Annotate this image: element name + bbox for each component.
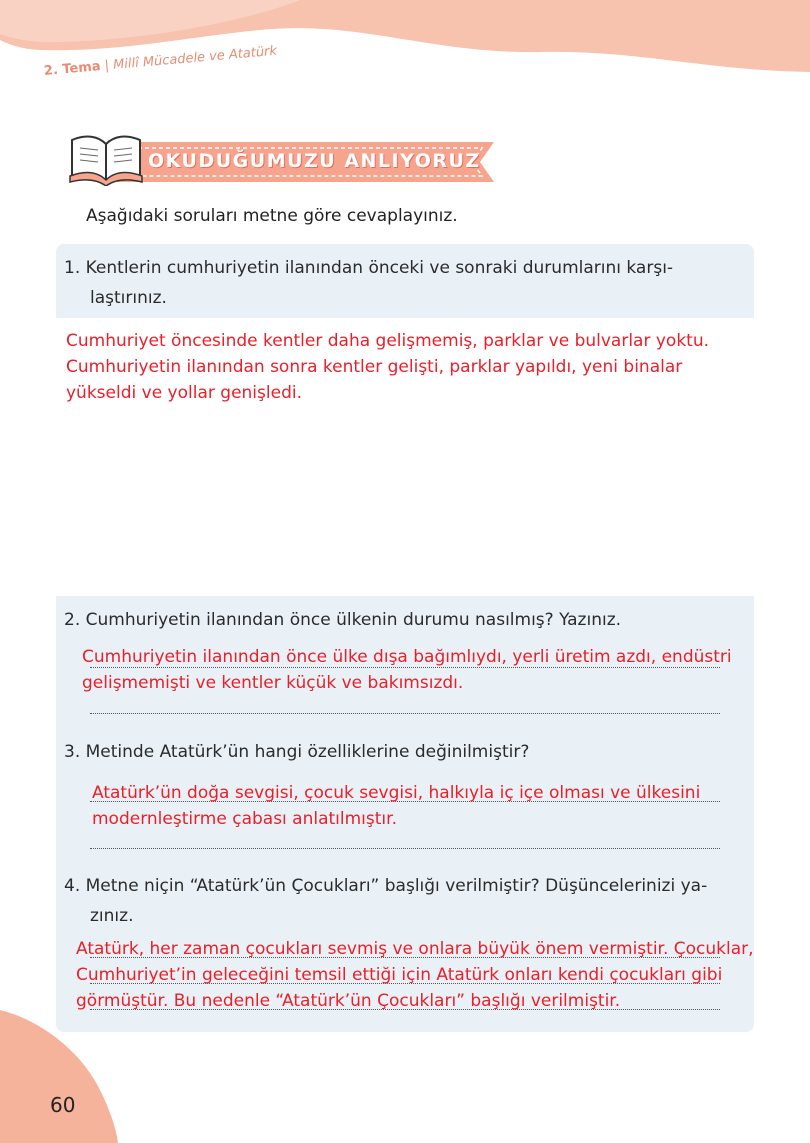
corner-decoration: [0, 1010, 140, 1143]
tema-separator: |: [104, 58, 110, 74]
answer-2-line-2: gelişmemişti ve kentler küçük ve bakımsızdı.: [82, 673, 464, 693]
question-4-line-2: zınız.: [90, 906, 134, 926]
question-1-line-2: laştırınız.: [90, 288, 167, 308]
question-4-line-1: 4. Metne niçin “Atatürk’ün Çocukları” başlığı verilmiştir? Düşüncelerinizi ya-: [64, 876, 708, 896]
question-1-line-1: 1. Kentlerin cumhuriyetin ilanından önceki ve sonraki durumlarını karşı-: [64, 258, 674, 278]
answer-4-line-1: Atatürk, her zaman çocukları sevmiş ve onlara büyük önem vermiştir. Çocuklar,: [76, 939, 754, 959]
page-number: 60: [50, 1093, 76, 1117]
tema-subject: Millî Mücadele ve Atatürk: [112, 43, 278, 73]
instruction: Aşağıdaki soruları metne göre cevaplayınız.: [86, 206, 458, 226]
question-3: 3. Metinde Atatürk’ün hangi özelliklerine değinilmiştir?: [64, 742, 530, 762]
answer-1-line-3: yükseldi ve yollar genişledi.: [66, 383, 302, 403]
answer-line-3b: [90, 848, 720, 849]
answer-4-line-3: görmüştür. Bu nedenle “Atatürk’ün Çocukları” başlığı verilmiştir.: [76, 991, 621, 1011]
answer-1-line-2: Cumhuriyetin ilanından sonra kentler gelişti, parklar yapıldı, yeni binalar: [66, 357, 683, 377]
banner-title: OKUDUĞUMUZU ANLIYORUZ: [148, 150, 481, 172]
answer-line-2b: [90, 713, 720, 714]
answer-4-line-2: Cumhuriyet’in geleceğini temsil ettiği için Atatürk onları kendi çocukları gibi: [76, 965, 723, 985]
question-2: 2. Cumhuriyetin ilanından önce ülkenin durumu nasılmış? Yazınız.: [64, 610, 622, 630]
answer-3-line-2: modernleştirme çabası anlatılmıştır.: [92, 809, 397, 829]
open-book-icon: [66, 126, 146, 186]
answer-2-line-1: Cumhuriyetin ilanından önce ülke dışa bağımlıydı, yerli üretim azdı, endüstri: [82, 647, 732, 667]
tema-number: 2. Tema: [43, 59, 102, 79]
answer-1-line-1: Cumhuriyet öncesinde kentler daha gelişmemiş, parklar ve bulvarlar yoktu.: [66, 331, 710, 351]
answer-3-line-1: Atatürk’ün doğa sevgisi, çocuk sevgisi, halkıyla iç içe olması ve ülkesini: [92, 783, 701, 803]
